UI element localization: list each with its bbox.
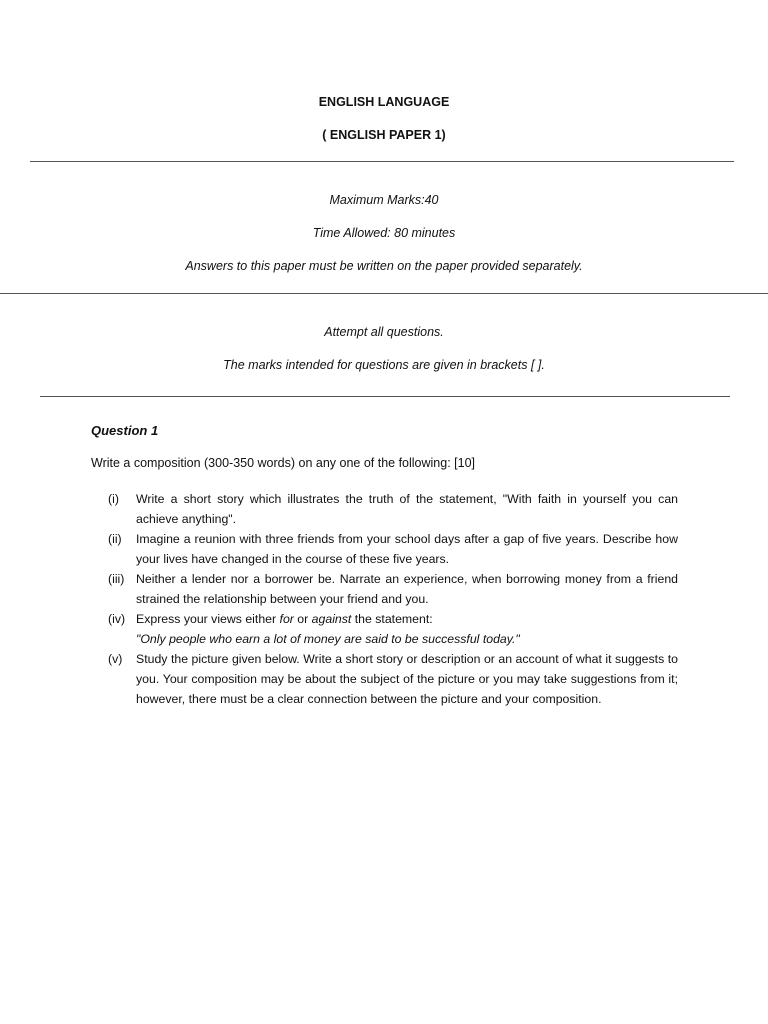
item-number: (iii) — [108, 572, 125, 586]
marks-note: The marks intended for questions are given in brackets [ ]. — [223, 358, 545, 372]
item-text-part: Express your views either — [136, 612, 280, 626]
list-item — [108, 609, 678, 649]
list-item — [108, 569, 678, 609]
list-item — [108, 489, 678, 529]
item-number: (v) — [108, 652, 123, 666]
item-text-part: the statement: — [351, 612, 433, 626]
divider-bottom — [40, 396, 730, 397]
divider-middle — [0, 293, 768, 294]
item-text-for: for — [279, 612, 294, 626]
answers-note: Answers to this paper must be written on the paper provided separately. — [185, 259, 583, 273]
item-text — [136, 609, 678, 649]
question-options-list — [108, 489, 678, 709]
question-heading: Question 1 — [91, 423, 159, 438]
time-allowed: Time Allowed: 80 minutes — [312, 226, 456, 240]
item-text-against: against — [311, 612, 352, 626]
item-text: Imagine a reunion with three friends from your school days after a gap of five years. Describe how your lives have changed in the course of these five years. — [136, 532, 678, 566]
divider-top — [30, 161, 734, 162]
question-intro: Write a composition (300-350 words) on any one of the following: [10] — [91, 456, 476, 470]
attempt-instruction: Attempt all questions. — [324, 325, 444, 339]
item-text-part: or — [293, 612, 312, 626]
list-item — [108, 529, 678, 569]
item-quote: "Only people who earn a lot of money are said to be successful today." — [136, 632, 520, 646]
item-number: (i) — [108, 492, 119, 506]
paper-subtitle: ( ENGLISH PAPER 1) — [322, 128, 446, 142]
item-number: (ii) — [108, 532, 122, 546]
list-item — [108, 649, 678, 709]
maximum-marks: Maximum Marks:40 — [329, 193, 439, 207]
paper-title: ENGLISH LANGUAGE — [318, 95, 450, 109]
item-text: Neither a lender nor a borrower be. Narrate an experience, when borrowing money from a friend strained the relationship between your friend and you. — [136, 572, 678, 606]
item-text: Study the picture given below. Write a short story or description or an account of what it suggests to you. Your composition may be about the subject of the picture or you may take suggestions from it; however, there must be a clear connection between the picture and your composition. — [136, 652, 678, 706]
item-text: Write a short story which illustrates the truth of the statement, "With faith in yourself you can achieve anything". — [136, 492, 678, 526]
item-number: (iv) — [108, 612, 126, 626]
